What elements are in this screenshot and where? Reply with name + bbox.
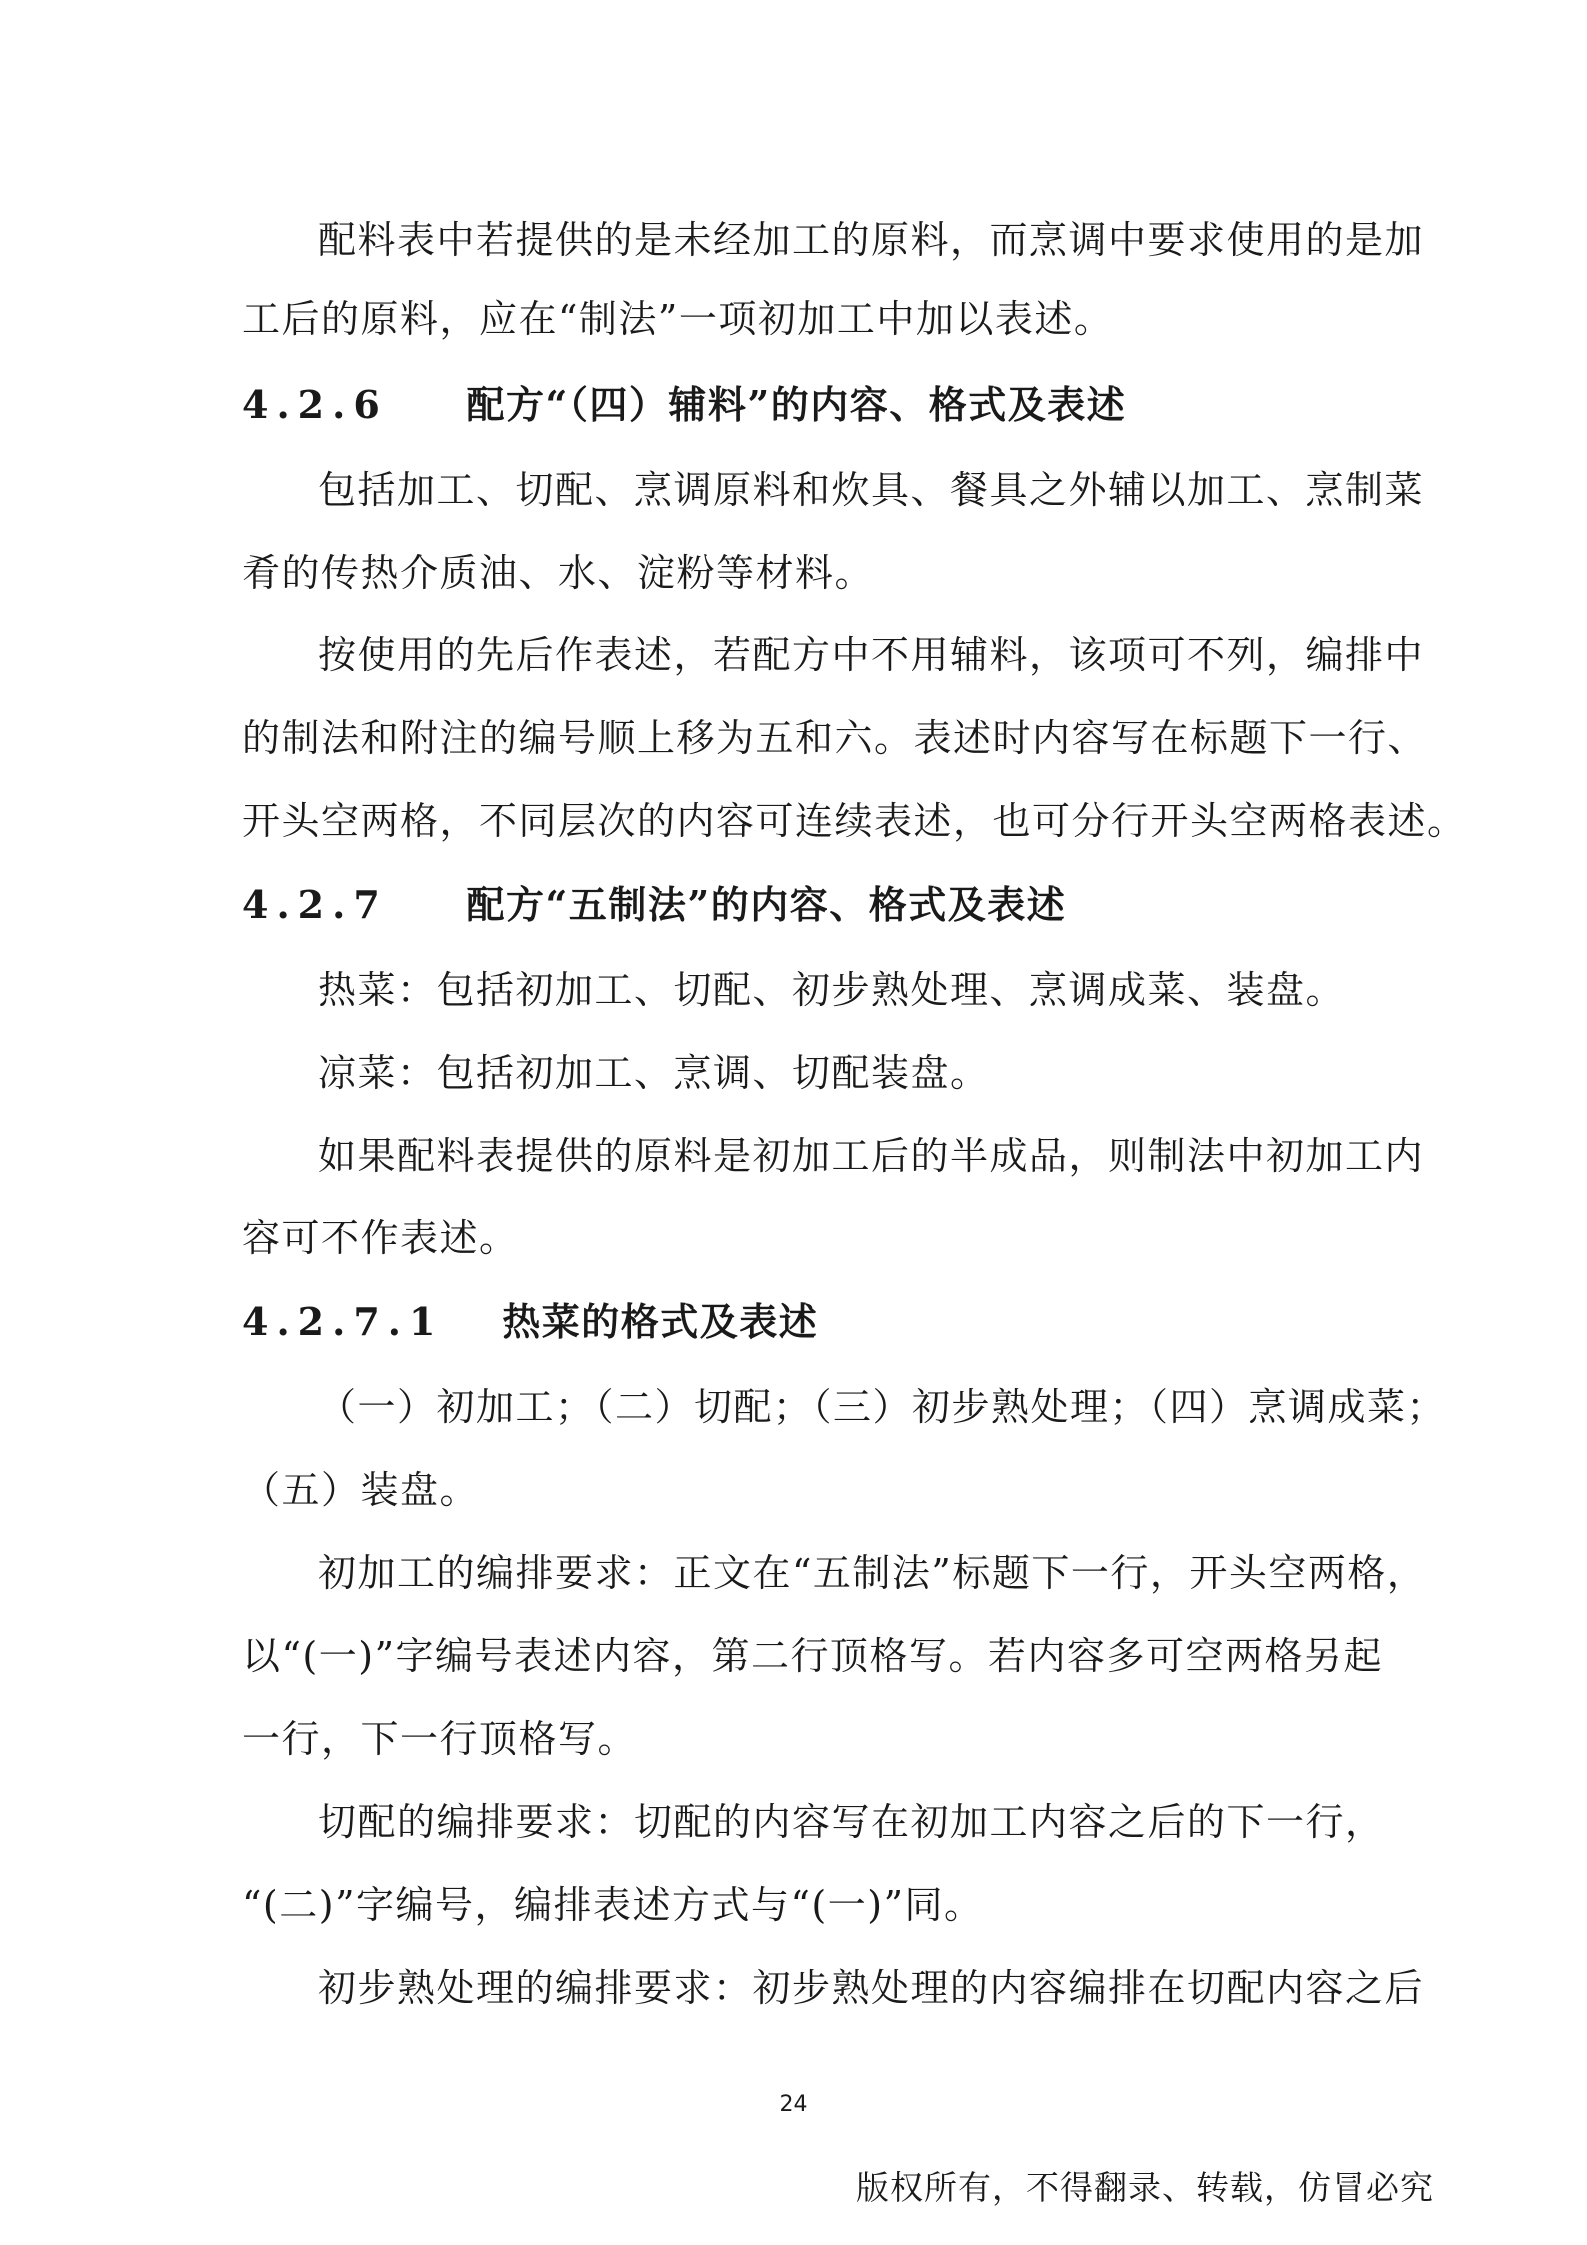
section-title: 热菜的格式及表述 <box>502 1299 819 1344</box>
body-text: 肴的传热介质油、水、淀粉等材料。 <box>242 551 875 595</box>
body-text: 切配的编排要求：切配的内容写在初加工内容之后的下一行， <box>318 1800 1385 1844</box>
body-text: 初加工的编排要求：正文在“五制法”标题下一行，开头空两格， <box>318 1551 1427 1595</box>
body-text: 工后的原料，应在“制法”一项初加工中加以表述。 <box>242 297 1114 341</box>
body-text: 一行，下一行顶格写。 <box>242 1717 638 1761</box>
section-heading-4-2-6 <box>242 380 1126 430</box>
page-number: 24 <box>779 2092 808 2117</box>
copyright-notice: 版权所有，不得翻录、转载，仿冒必究 <box>856 2168 1434 2207</box>
body-text: 的制法和附注的编号顺上移为五和六。表述时内容写在标题下一行、 <box>242 716 1428 760</box>
section-title: 配方“五制法”的内容、格式及表述 <box>466 882 1067 927</box>
section-title: 配方“（四）辅料”的内容、格式及表述 <box>466 382 1127 427</box>
body-text: （一）初加工；（二）切配；（三）初步熟处理；（四）烹调成菜； <box>318 1385 1447 1429</box>
body-text: 初步熟处理的编排要求：初步熟处理的内容编排在切配内容之后 <box>318 1966 1425 2010</box>
section-number: 4.2.6 <box>242 382 388 427</box>
body-text: 容可不作表述。 <box>242 1216 519 1260</box>
section-number: 4.2.7.1 <box>242 1299 444 1344</box>
body-text: 配料表中若提供的是未经加工的原料，而烹调中要求使用的是加 <box>318 218 1425 262</box>
section-heading-4-2-7-1 <box>242 1297 818 1347</box>
body-text: （五）装盘。 <box>242 1468 480 1512</box>
body-text: 以“(一)”字编号表述内容，第二行顶格写。若内容多可空两格另起 <box>242 1634 1384 1678</box>
body-text: 热菜：包括初加工、切配、初步熟处理、烹调成菜、装盘。 <box>318 968 1346 1012</box>
body-text: 凉菜：包括初加工、烹调、切配装盘。 <box>318 1051 990 1095</box>
section-number: 4.2.7 <box>242 882 388 927</box>
body-text: “(二)”字编号，编排表述方式与“(一)”同。 <box>242 1883 984 1927</box>
section-heading-4-2-7 <box>242 880 1066 930</box>
body-text: 开头空两格，不同层次的内容可连续表述，也可分行开头空两格表述。 <box>242 799 1467 843</box>
body-text: 包括加工、切配、烹调原料和炊具、餐具之外辅以加工、烹制菜 <box>318 468 1425 512</box>
body-text: 如果配料表提供的原料是初加工后的半成品，则制法中初加工内 <box>318 1134 1425 1178</box>
body-text: 按使用的先后作表述，若配方中不用辅料，该项可不列，编排中 <box>318 633 1425 677</box>
